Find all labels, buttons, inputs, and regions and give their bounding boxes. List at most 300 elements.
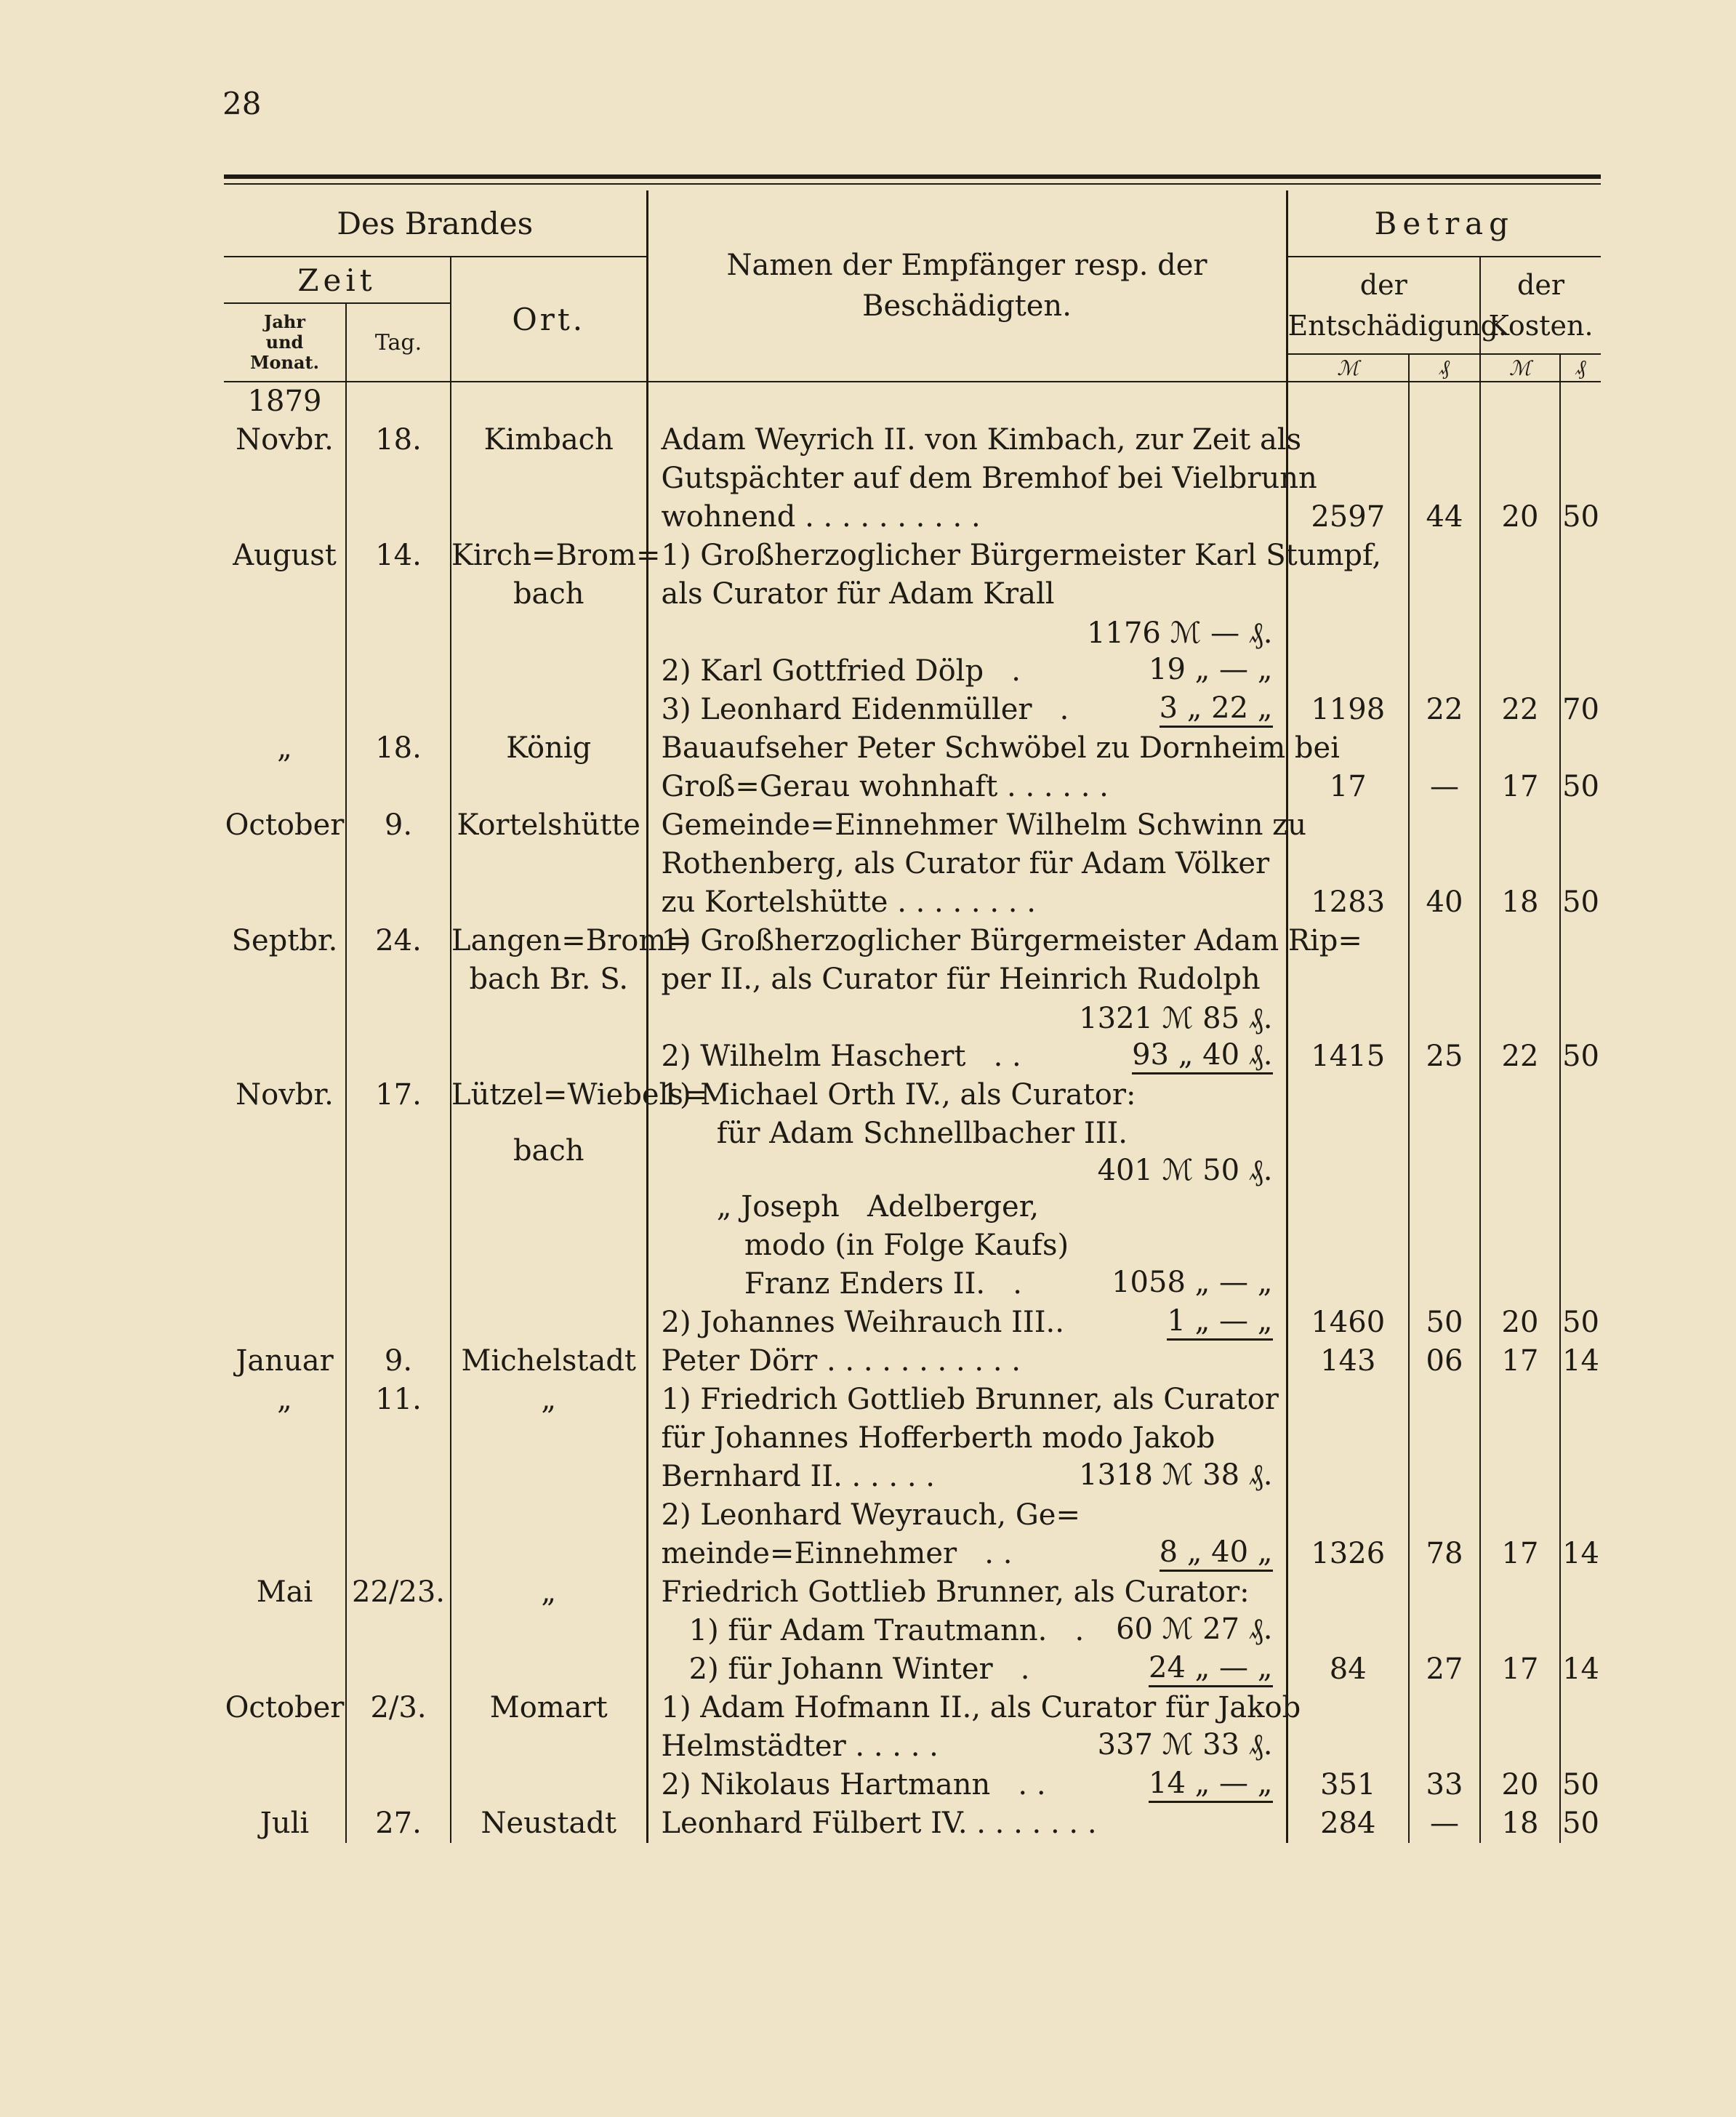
row-place xyxy=(451,498,647,537)
tag-header: Tag. xyxy=(346,303,451,382)
costs-pfennig xyxy=(1560,806,1601,845)
names-header-line2: Beschädigten. xyxy=(862,289,1072,323)
table-row xyxy=(224,1226,1601,1265)
row-recipient xyxy=(647,1804,1287,1843)
row-place: Neustadt xyxy=(451,1804,647,1843)
costs-mark xyxy=(1480,960,1560,999)
costs-pfennig xyxy=(1560,537,1601,575)
recipient-text: 1) Großherzoglicher Bürgermeister Karl Stumpf, xyxy=(661,539,1382,572)
costs-mark: 17 xyxy=(1480,1650,1560,1689)
compensation-pfennig: 40 xyxy=(1409,883,1480,922)
row-place xyxy=(451,1188,647,1226)
row-recipient xyxy=(647,1226,1287,1265)
subtotal-amount: 337 ℳ 33 ₰. xyxy=(1097,1728,1273,1762)
recipient-text: modo (in Folge Kaufs) xyxy=(661,1229,1069,1262)
row-day xyxy=(346,1535,451,1573)
row-place xyxy=(451,1419,647,1458)
row-recipient xyxy=(647,883,1287,922)
table-row xyxy=(224,1303,1601,1342)
row-day xyxy=(346,459,451,498)
row-recipient xyxy=(647,1076,1287,1114)
recipient-text: Adam Weyrich II. von Kimbach, zur Zeit als xyxy=(661,423,1302,457)
table-row xyxy=(224,883,1601,922)
recipient-text: Franz Enders II. . xyxy=(661,1267,1022,1301)
row-day xyxy=(346,1727,451,1766)
compensation-mark: 2597 xyxy=(1287,498,1409,537)
table-row xyxy=(224,421,1601,459)
compensation-pfennig xyxy=(1409,845,1480,883)
table-row xyxy=(224,806,1601,845)
row-recipient xyxy=(647,382,1287,421)
row-recipient xyxy=(647,1114,1287,1188)
row-month xyxy=(224,1188,346,1226)
table-row xyxy=(224,459,1601,498)
table-row xyxy=(224,1419,1601,1458)
costs-pfennig xyxy=(1560,614,1601,652)
compensation-mark xyxy=(1287,575,1409,614)
row-place: bach xyxy=(451,575,647,614)
costs-mark xyxy=(1480,575,1560,614)
names-header xyxy=(647,190,1287,382)
row-place xyxy=(451,1037,647,1076)
table-body xyxy=(224,382,1601,1843)
monat-label: Monat. xyxy=(249,352,319,373)
row-day xyxy=(346,960,451,999)
betrag-header: Betrag xyxy=(1287,190,1601,257)
costs-pfennig xyxy=(1560,575,1601,614)
row-place xyxy=(451,652,647,691)
row-month: October xyxy=(225,1691,345,1724)
entschaedigung-der: der xyxy=(1359,269,1407,301)
row-month xyxy=(224,498,346,537)
costs-mark xyxy=(1480,1188,1560,1226)
row-month xyxy=(224,1303,346,1342)
row-place xyxy=(451,1766,647,1804)
costs-mark: 22 xyxy=(1480,691,1560,729)
costs-mark xyxy=(1480,614,1560,652)
unit-mark-entschaedigung: ℳ xyxy=(1287,354,1409,382)
costs-pfennig: 70 xyxy=(1560,691,1601,729)
row-place xyxy=(451,1650,647,1689)
compensation-pfennig xyxy=(1409,1458,1480,1496)
ort-header: Ort. xyxy=(451,257,647,382)
costs-mark xyxy=(1480,1381,1560,1419)
costs-mark: 17 xyxy=(1480,768,1560,806)
compensation-mark xyxy=(1287,1689,1409,1727)
compensation-pfennig xyxy=(1409,806,1480,845)
row-place xyxy=(451,1496,647,1535)
compensation-pfennig: 50 xyxy=(1409,1303,1480,1342)
zeit-header: Zeit xyxy=(224,257,451,303)
recipient-text: 2) für Johann Winter . xyxy=(661,1652,1030,1686)
compensation-pfennig xyxy=(1409,652,1480,691)
recipient-text: zu Kortelshütte . . . . . . . . xyxy=(661,885,1036,919)
row-recipient xyxy=(647,1381,1287,1419)
row-place xyxy=(451,999,647,1037)
row-recipient xyxy=(647,1419,1287,1458)
row-recipient xyxy=(647,845,1287,883)
row-recipient xyxy=(647,691,1287,729)
row-recipient xyxy=(647,1265,1287,1303)
compensation-mark xyxy=(1287,999,1409,1037)
row-month: Novbr. xyxy=(236,423,334,457)
row-day: 18. xyxy=(346,421,451,459)
row-recipient xyxy=(647,537,1382,575)
costs-pfennig xyxy=(1560,1265,1601,1303)
costs-pfennig: 50 xyxy=(1560,1766,1601,1804)
row-place xyxy=(451,614,647,652)
table-row xyxy=(224,1076,1601,1114)
costs-pfennig xyxy=(1560,960,1601,999)
row-place xyxy=(451,1458,647,1496)
compensation-pfennig xyxy=(1409,1076,1480,1114)
costs-mark xyxy=(1480,1458,1560,1496)
row-place xyxy=(451,459,647,498)
row-day xyxy=(346,1496,451,1535)
row-day xyxy=(346,1114,451,1188)
row-day xyxy=(346,691,451,729)
recipient-text: 2) Wilhelm Haschert . . xyxy=(661,1040,1021,1073)
row-recipient xyxy=(647,1188,1287,1226)
row-recipient xyxy=(647,806,1306,845)
row-day xyxy=(346,1458,451,1496)
row-month xyxy=(224,691,346,729)
row-recipient xyxy=(647,498,1287,537)
names-header-line1: Namen der Empfänger resp. der xyxy=(726,249,1207,282)
compensation-pfennig xyxy=(1409,1188,1480,1226)
subtotal-amount: 1058 „ — „ xyxy=(1112,1266,1273,1299)
recipient-text: Friedrich Gottlieb Brunner, als Curator: xyxy=(661,1575,1250,1609)
row-month: Septbr. xyxy=(231,924,338,957)
compensation-mark xyxy=(1287,1188,1409,1226)
subtotal-amount: 1176 ℳ — ₰. xyxy=(1087,616,1273,650)
row-month: „ xyxy=(277,731,292,765)
compensation-mark xyxy=(1287,1114,1409,1188)
table-row xyxy=(224,652,1601,691)
row-place: „ xyxy=(451,1573,647,1612)
row-place: „ xyxy=(451,1381,647,1419)
table-row xyxy=(224,382,1601,421)
compensation-pfennig xyxy=(1409,1381,1480,1419)
compensation-mark xyxy=(1287,614,1409,652)
row-place: Michelstadt xyxy=(451,1342,647,1381)
table-row xyxy=(224,1342,1601,1381)
row-place xyxy=(451,1727,647,1766)
recipient-text: Groß=Gerau wohnhaft . . . . . . xyxy=(661,770,1109,803)
recipient-text: 1) Michael Orth IV., als Curator: xyxy=(661,1078,1136,1112)
row-recipient xyxy=(647,421,1302,459)
row-day xyxy=(346,614,451,652)
row-day xyxy=(346,575,451,614)
top-rule xyxy=(224,174,1601,179)
recipient-text: 2) Johannes Weihrauch III.. xyxy=(661,1306,1064,1339)
row-recipient xyxy=(647,575,1287,614)
costs-pfennig xyxy=(1560,421,1601,459)
row-month xyxy=(224,768,346,806)
row-recipient xyxy=(647,1727,1287,1766)
costs-pfennig xyxy=(1560,1188,1601,1226)
recipient-text: Rothenberg, als Curator für Adam Völker xyxy=(661,847,1270,880)
row-recipient xyxy=(647,922,1362,960)
compensation-mark: 351 xyxy=(1287,1766,1409,1804)
compensation-mark xyxy=(1287,1265,1409,1303)
recipient-text: meinde=Einnehmer . . xyxy=(661,1537,1013,1570)
compensation-mark xyxy=(1287,1458,1409,1496)
costs-pfennig xyxy=(1560,1612,1601,1650)
unit-pf-entschaedigung: ₰ xyxy=(1409,354,1480,382)
row-day xyxy=(346,1037,451,1076)
row-recipient xyxy=(647,1496,1287,1535)
compensation-pfennig: 27 xyxy=(1409,1650,1480,1689)
row-recipient xyxy=(647,999,1287,1037)
table-row xyxy=(224,575,1601,614)
compensation-pfennig xyxy=(1409,382,1480,421)
row-month xyxy=(224,1766,346,1804)
row-day: 22/23. xyxy=(346,1573,451,1612)
compensation-mark xyxy=(1287,1381,1409,1419)
costs-mark: 20 xyxy=(1480,1303,1560,1342)
compensation-pfennig: 44 xyxy=(1409,498,1480,537)
compensation-mark: 1415 xyxy=(1287,1037,1409,1076)
row-place: Kortelshütte xyxy=(451,806,647,845)
row-month xyxy=(224,459,346,498)
compensation-pfennig xyxy=(1409,1727,1480,1766)
row-recipient xyxy=(647,1342,1287,1381)
costs-pfennig: 50 xyxy=(1560,498,1601,537)
costs-mark xyxy=(1480,1496,1560,1535)
subtotal-amount: 3 „ 22 „ xyxy=(1160,691,1273,728)
row-place xyxy=(451,1265,647,1303)
row-day xyxy=(346,652,451,691)
compensation-mark: 1326 xyxy=(1287,1535,1409,1573)
row-day xyxy=(346,1226,451,1265)
compensation-pfennig: 78 xyxy=(1409,1535,1480,1573)
row-month xyxy=(224,1612,346,1650)
row-month xyxy=(224,1114,346,1188)
costs-mark: 20 xyxy=(1480,1766,1560,1804)
subtotal-amount: 8 „ 40 „ xyxy=(1160,1535,1273,1572)
unit-mark-kosten: ℳ xyxy=(1480,354,1560,382)
costs-pfennig xyxy=(1560,1419,1601,1458)
costs-mark: 20 xyxy=(1480,498,1560,537)
row-day: 11. xyxy=(346,1381,451,1419)
compensation-mark: 1460 xyxy=(1287,1303,1409,1342)
compensation-mark xyxy=(1287,1612,1409,1650)
subtotal-amount: 60 ℳ 27 ₰. xyxy=(1116,1612,1273,1646)
row-day xyxy=(346,1419,451,1458)
costs-pfennig xyxy=(1560,1114,1601,1188)
row-month xyxy=(224,614,346,652)
row-month: 1879 xyxy=(247,385,322,418)
compensation-pfennig xyxy=(1409,960,1480,999)
row-month xyxy=(224,883,346,922)
compensation-pfennig xyxy=(1409,1265,1480,1303)
costs-pfennig xyxy=(1560,1727,1601,1766)
row-place xyxy=(451,883,647,922)
costs-pfennig xyxy=(1560,922,1601,960)
subtotal-amount: 24 „ — „ xyxy=(1149,1650,1273,1687)
row-recipient xyxy=(647,960,1287,999)
des-brandes-header: Des Brandes xyxy=(337,205,534,241)
compensation-pfennig xyxy=(1409,459,1480,498)
table-row xyxy=(224,999,1601,1037)
recipient-text: Gemeinde=Einnehmer Wilhelm Schwinn zu xyxy=(661,808,1306,842)
row-place: Langen=Brom= xyxy=(451,922,647,960)
subtotal-amount: 1318 ℳ 38 ₰. xyxy=(1079,1458,1273,1492)
table-row xyxy=(224,537,1601,575)
table-row xyxy=(224,1458,1601,1496)
compensation-mark xyxy=(1287,382,1409,421)
recipient-text: per II., als Curator für Heinrich Rudolph xyxy=(661,963,1261,996)
costs-mark xyxy=(1480,1419,1560,1458)
compensation-mark xyxy=(1287,1076,1409,1114)
row-recipient xyxy=(647,652,1287,691)
entschaedigung-label: Entschädigung. xyxy=(1287,310,1508,342)
row-place xyxy=(451,1226,647,1265)
compensation-pfennig xyxy=(1409,1496,1480,1535)
table-row xyxy=(224,691,1601,729)
table-row xyxy=(224,1381,1601,1419)
top-rule-thin xyxy=(224,183,1601,185)
row-day: 9. xyxy=(346,1342,451,1381)
row-day xyxy=(346,883,451,922)
row-place xyxy=(451,1612,647,1650)
compensation-pfennig xyxy=(1409,1612,1480,1650)
row-month xyxy=(224,1458,346,1496)
row-recipient xyxy=(647,729,1340,768)
table-row xyxy=(224,960,1601,999)
row-place: König xyxy=(451,729,647,768)
compensation-mark xyxy=(1287,1226,1409,1265)
table-row xyxy=(224,1535,1601,1573)
costs-pfennig: 50 xyxy=(1560,768,1601,806)
costs-mark xyxy=(1480,1573,1560,1612)
compensation-pfennig xyxy=(1409,1573,1480,1612)
compensation-mark: 84 xyxy=(1287,1650,1409,1689)
table-row xyxy=(224,614,1601,652)
costs-mark xyxy=(1480,537,1560,575)
costs-mark xyxy=(1480,729,1560,768)
row-recipient xyxy=(647,1650,1287,1689)
compensation-mark: 1283 xyxy=(1287,883,1409,922)
costs-pfennig xyxy=(1560,1076,1601,1114)
row-day xyxy=(346,999,451,1037)
row-day xyxy=(346,1265,451,1303)
row-recipient xyxy=(647,1689,1301,1727)
row-place xyxy=(451,845,647,883)
kosten-header xyxy=(1480,257,1601,354)
costs-pfennig xyxy=(1560,1573,1601,1612)
row-recipient xyxy=(647,1037,1287,1076)
row-day: 24. xyxy=(346,922,451,960)
recipient-text: Gutspächter auf dem Bremhof bei Vielbrunn xyxy=(661,462,1317,495)
table-row xyxy=(224,1804,1601,1843)
costs-pfennig xyxy=(1560,845,1601,883)
kosten-label: Kosten. xyxy=(1488,310,1594,342)
compensation-pfennig xyxy=(1409,922,1480,960)
costs-mark xyxy=(1480,1226,1560,1265)
compensation-mark: 1198 xyxy=(1287,691,1409,729)
costs-mark xyxy=(1480,421,1560,459)
subtotal-amount: 1321 ℳ 85 ₰. xyxy=(1079,1001,1273,1035)
costs-mark xyxy=(1480,1076,1560,1114)
row-day xyxy=(346,498,451,537)
row-recipient xyxy=(647,1535,1287,1573)
row-month xyxy=(224,1535,346,1573)
table-row xyxy=(224,1496,1601,1535)
row-month xyxy=(224,1037,346,1076)
recipient-text: 1) Großherzoglicher Bürgermeister Adam Rip= xyxy=(661,924,1362,957)
row-place xyxy=(451,382,647,421)
compensation-pfennig xyxy=(1409,1419,1480,1458)
costs-pfennig xyxy=(1560,459,1601,498)
compensation-mark: 17 xyxy=(1287,768,1409,806)
row-month xyxy=(224,575,346,614)
fire-damage-register-table xyxy=(224,190,1601,1843)
costs-pfennig xyxy=(1560,1381,1601,1419)
costs-mark xyxy=(1480,1265,1560,1303)
row-month xyxy=(224,845,346,883)
row-day xyxy=(346,1612,451,1650)
costs-mark: 18 xyxy=(1480,1804,1560,1843)
row-day: 18. xyxy=(346,729,451,768)
row-day: 14. xyxy=(346,537,451,575)
row-place xyxy=(451,1303,647,1342)
row-day xyxy=(346,845,451,883)
recipient-text: 1) Adam Hofmann II., als Curator für Jakob xyxy=(661,1691,1301,1724)
page-number: 28 xyxy=(222,86,262,121)
costs-mark: 17 xyxy=(1480,1342,1560,1381)
row-recipient xyxy=(647,1458,1287,1496)
row-day xyxy=(346,768,451,806)
row-place xyxy=(451,1535,647,1573)
compensation-mark xyxy=(1287,1496,1409,1535)
compensation-pfennig: — xyxy=(1409,1804,1480,1843)
costs-pfennig xyxy=(1560,729,1601,768)
costs-mark xyxy=(1480,845,1560,883)
costs-pfennig: 50 xyxy=(1560,1303,1601,1342)
costs-pfennig: 14 xyxy=(1560,1650,1601,1689)
compensation-pfennig xyxy=(1409,1226,1480,1265)
costs-pfennig xyxy=(1560,1496,1601,1535)
row-place: Momart xyxy=(451,1689,647,1727)
table-header xyxy=(224,190,1601,382)
compensation-pfennig xyxy=(1409,1689,1480,1727)
recipient-text: 2) Leonhard Weyrauch, Ge= xyxy=(661,1498,1080,1532)
row-day xyxy=(346,1188,451,1226)
row-place: Kirch=Brom= xyxy=(451,537,647,575)
subtotal-amount: 93 „ 40 ₰. xyxy=(1132,1037,1272,1074)
row-day xyxy=(346,1766,451,1804)
compensation-pfennig: 22 xyxy=(1409,691,1480,729)
table-row xyxy=(224,1573,1601,1612)
table-row xyxy=(224,1727,1601,1766)
recipient-text: für Adam Schnellbacher III. xyxy=(661,1117,1128,1150)
compensation-pfennig xyxy=(1409,421,1480,459)
row-month: Juli xyxy=(260,1807,310,1840)
recipient-text: als Curator für Adam Krall xyxy=(661,577,1055,611)
costs-pfennig xyxy=(1560,999,1601,1037)
row-month: „ xyxy=(277,1383,292,1416)
costs-pfennig xyxy=(1560,652,1601,691)
row-place: Kimbach xyxy=(451,421,647,459)
und-label: und xyxy=(265,332,304,353)
compensation-pfennig: — xyxy=(1409,768,1480,806)
compensation-mark xyxy=(1287,960,1409,999)
compensation-mark xyxy=(1287,1573,1409,1612)
recipient-text: Bauaufseher Peter Schwöbel zu Dornheim bei xyxy=(661,731,1340,765)
compensation-mark xyxy=(1287,421,1409,459)
